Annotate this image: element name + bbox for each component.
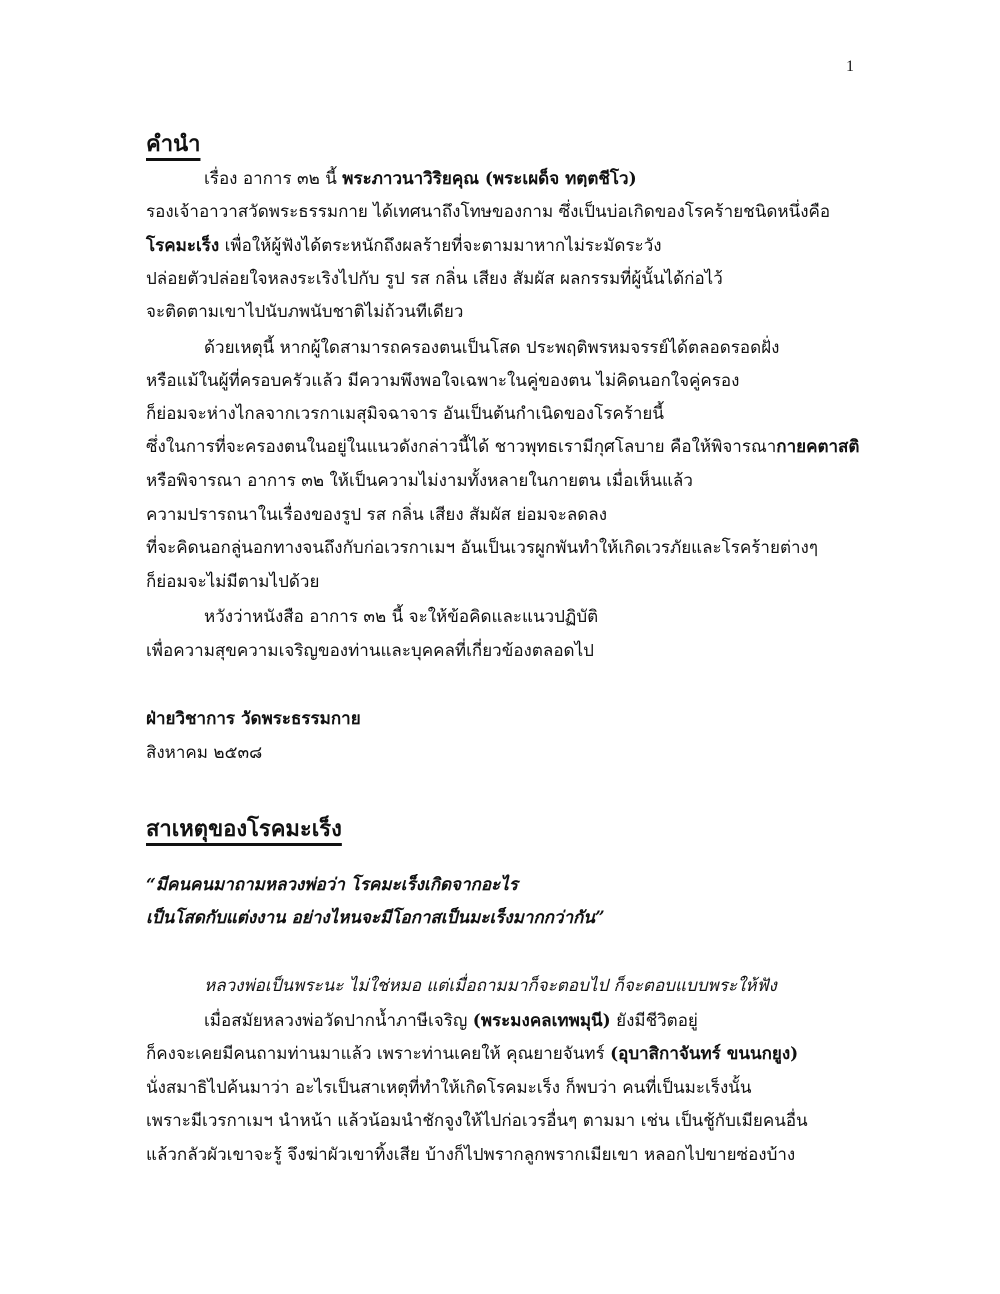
foreword-p2-line-7: ที่จะคิดนอกลู่นอกทางจนถึงกับก่อเวรกาเมฯ อันเป็นเวรผูกพันทำให้เกิดเวรภัยและโรคร้ายต่างๆ (146, 538, 818, 558)
foreword-p2-line-2: หรือแม้ในผู้ที่ครอบครัวแล้ว มีความพึงพอใจเฉพาะในคู่ของตน ไม่คิดนอกใจคู่ครอง (146, 371, 740, 391)
quote-line-1 (146, 873, 518, 897)
foreword-p1-line-4: ปล่อยตัวปล่อยใจหลงระเริงไปกับ รูป รส กลิ่น เสียง สัมผัส ผลกรรมที่ผู้นั้นได้ก่อไว้ (146, 269, 723, 289)
italic-line (204, 974, 777, 998)
causes-p1-line-3: นั่งสมาธิไปค้นมาว่า อะไรเป็นสาเหตุที่ทำให้เกิดโรคมะเร็ง ก็พบว่า คนที่เป็นมะเร็งนั้น (146, 1078, 752, 1098)
foreword-p1-line-1 (204, 167, 637, 191)
quote-line-2 (146, 906, 605, 930)
foreword-p2-line-5: หรือพิจารณา อาการ ๓๒ ให้เป็นความไม่งามทั้งหลายในกายตน เมื่อเห็นแล้ว (146, 471, 693, 491)
causes-p1-line-5: แล้วกลัวผัวเขาจะรู้ จึงฆ่าผัวเขาทิ้งเสีย บ้างก็ไปพรากลูกพรากเมียเขา หลอกไปขายซ่องบ้าง (146, 1145, 796, 1165)
causes-text: ยังมีชีวิตอยู่ (610, 1011, 698, 1031)
causes-text: ก็คงจะเคยมีคนถามท่านมาแล้ว เพราะท่านเคยให้ คุณยายจันทร์ (146, 1044, 611, 1064)
signature-text: ฝ่ายวิชาการ วัดพระธรรมกาย (146, 709, 361, 729)
foreword-p2-line-4 (146, 435, 859, 459)
causes-text: เมื่อสมัยหลวงพ่อวัดปากน้ำภาษีเจริญ (204, 1011, 473, 1031)
italic-text: หลวงพ่อเป็นพระนะ ไม่ใช่หมอ แต่เมื่อถามมาก็จะตอบไป ก็จะตอบแบบพระให้ฟัง (204, 976, 777, 996)
causes-p1-line-1 (204, 1009, 698, 1033)
cancer-term: โรคมะเร็ง (146, 236, 220, 256)
signature (146, 707, 361, 731)
foreword-p1-line-5: จะติดตามเขาไปนับภพนับชาติไม่ถ้วนทีเดียว (146, 302, 464, 322)
page-number: 1 (846, 58, 854, 75)
foreword-heading: คำนำ (146, 131, 201, 157)
foreword-p1-text: เพื่อให้ผู้ฟังได้ตระหนักถึงผลร้ายที่จะตามมาหากไม่ระมัดระวัง (219, 236, 662, 256)
foreword-p2-text: ซึ่งในการที่จะครองตนในอยู่ในแนวดังกล่าวนี้ได้ ชาวพุทธเรามีกุศโลบาย คือให้พิจารณา (146, 437, 777, 457)
causes-heading: สาเหตุของโรคมะเร็ง (146, 816, 342, 842)
author-name: พระภาวนาวิริยคุณ (พระเผด็จ ทตฺตชีโว) (342, 169, 637, 189)
upasika-name: (อุบาสิกาจันทร์ ขนนกยูง) (610, 1044, 799, 1064)
date: สิงหาคม ๒๕๓๘ (146, 743, 263, 763)
foreword-p1-line-3 (146, 234, 662, 258)
kayagatasati-term: กายคตาสติ (776, 437, 860, 457)
quote-text: “มีคนคนมาถามหลวงพ่อว่า โรคมะเร็งเกิดจากอะไร (146, 875, 518, 895)
foreword-p2-line-8: ก็ย่อมจะไม่มีตามไปด้วย (146, 572, 320, 592)
causes-p1-line-2 (146, 1042, 798, 1066)
quote-text: เป็นโสดกับแต่งงาน อย่างไหนจะมีโอกาสเป็นมะเร็งมากกว่ากัน” (146, 908, 605, 928)
foreword-p3-line-1: หวังว่าหนังสือ อาการ ๓๒ นี้ จะให้ข้อคิดและแนวปฏิบัติ (204, 607, 599, 627)
foreword-p2-line-1: ด้วยเหตุนี้ หากผู้ใดสามารถครองตนเป็นโสด ประพฤติพรหมจรรย์ได้ตลอดรอดฝั่ง (204, 338, 780, 358)
causes-p1-line-4: เพราะมีเวรกาเมฯ นำหน้า แล้วน้อมนำชักจูงให้ไปก่อเวรอื่นๆ ตามมา เช่น เป็นชู้กับเมียคนอื่น (146, 1111, 808, 1131)
foreword-p2-line-6: ความปรารถนาในเรื่องของรูป รส กลิ่น เสียง สัมผัส ย่อมจะลดลง (146, 505, 608, 525)
foreword-p1-line-2: รองเจ้าอาวาสวัดพระธรรมกาย ได้เทศนาถึงโทษของกาม ซึ่งเป็นบ่อเกิดของโรคร้ายชนิดหนึ่งคือ (146, 202, 831, 222)
foreword-p1-text: เรื่อง อาการ ๓๒ นี้ (204, 169, 343, 189)
foreword-p3-line-2: เพื่อความสุขความเจริญของท่านและบุคคลที่เกี่ยวข้องตลอดไป (146, 641, 594, 661)
monk-title: (พระมงคลเทพมุนี) (472, 1011, 611, 1031)
foreword-p2-line-3: ก็ย่อมจะห่างไกลจากเวรกาเมสุมิจฉาจาร อันเป็นต้นกำเนิดของโรคร้ายนี้ (146, 404, 664, 424)
